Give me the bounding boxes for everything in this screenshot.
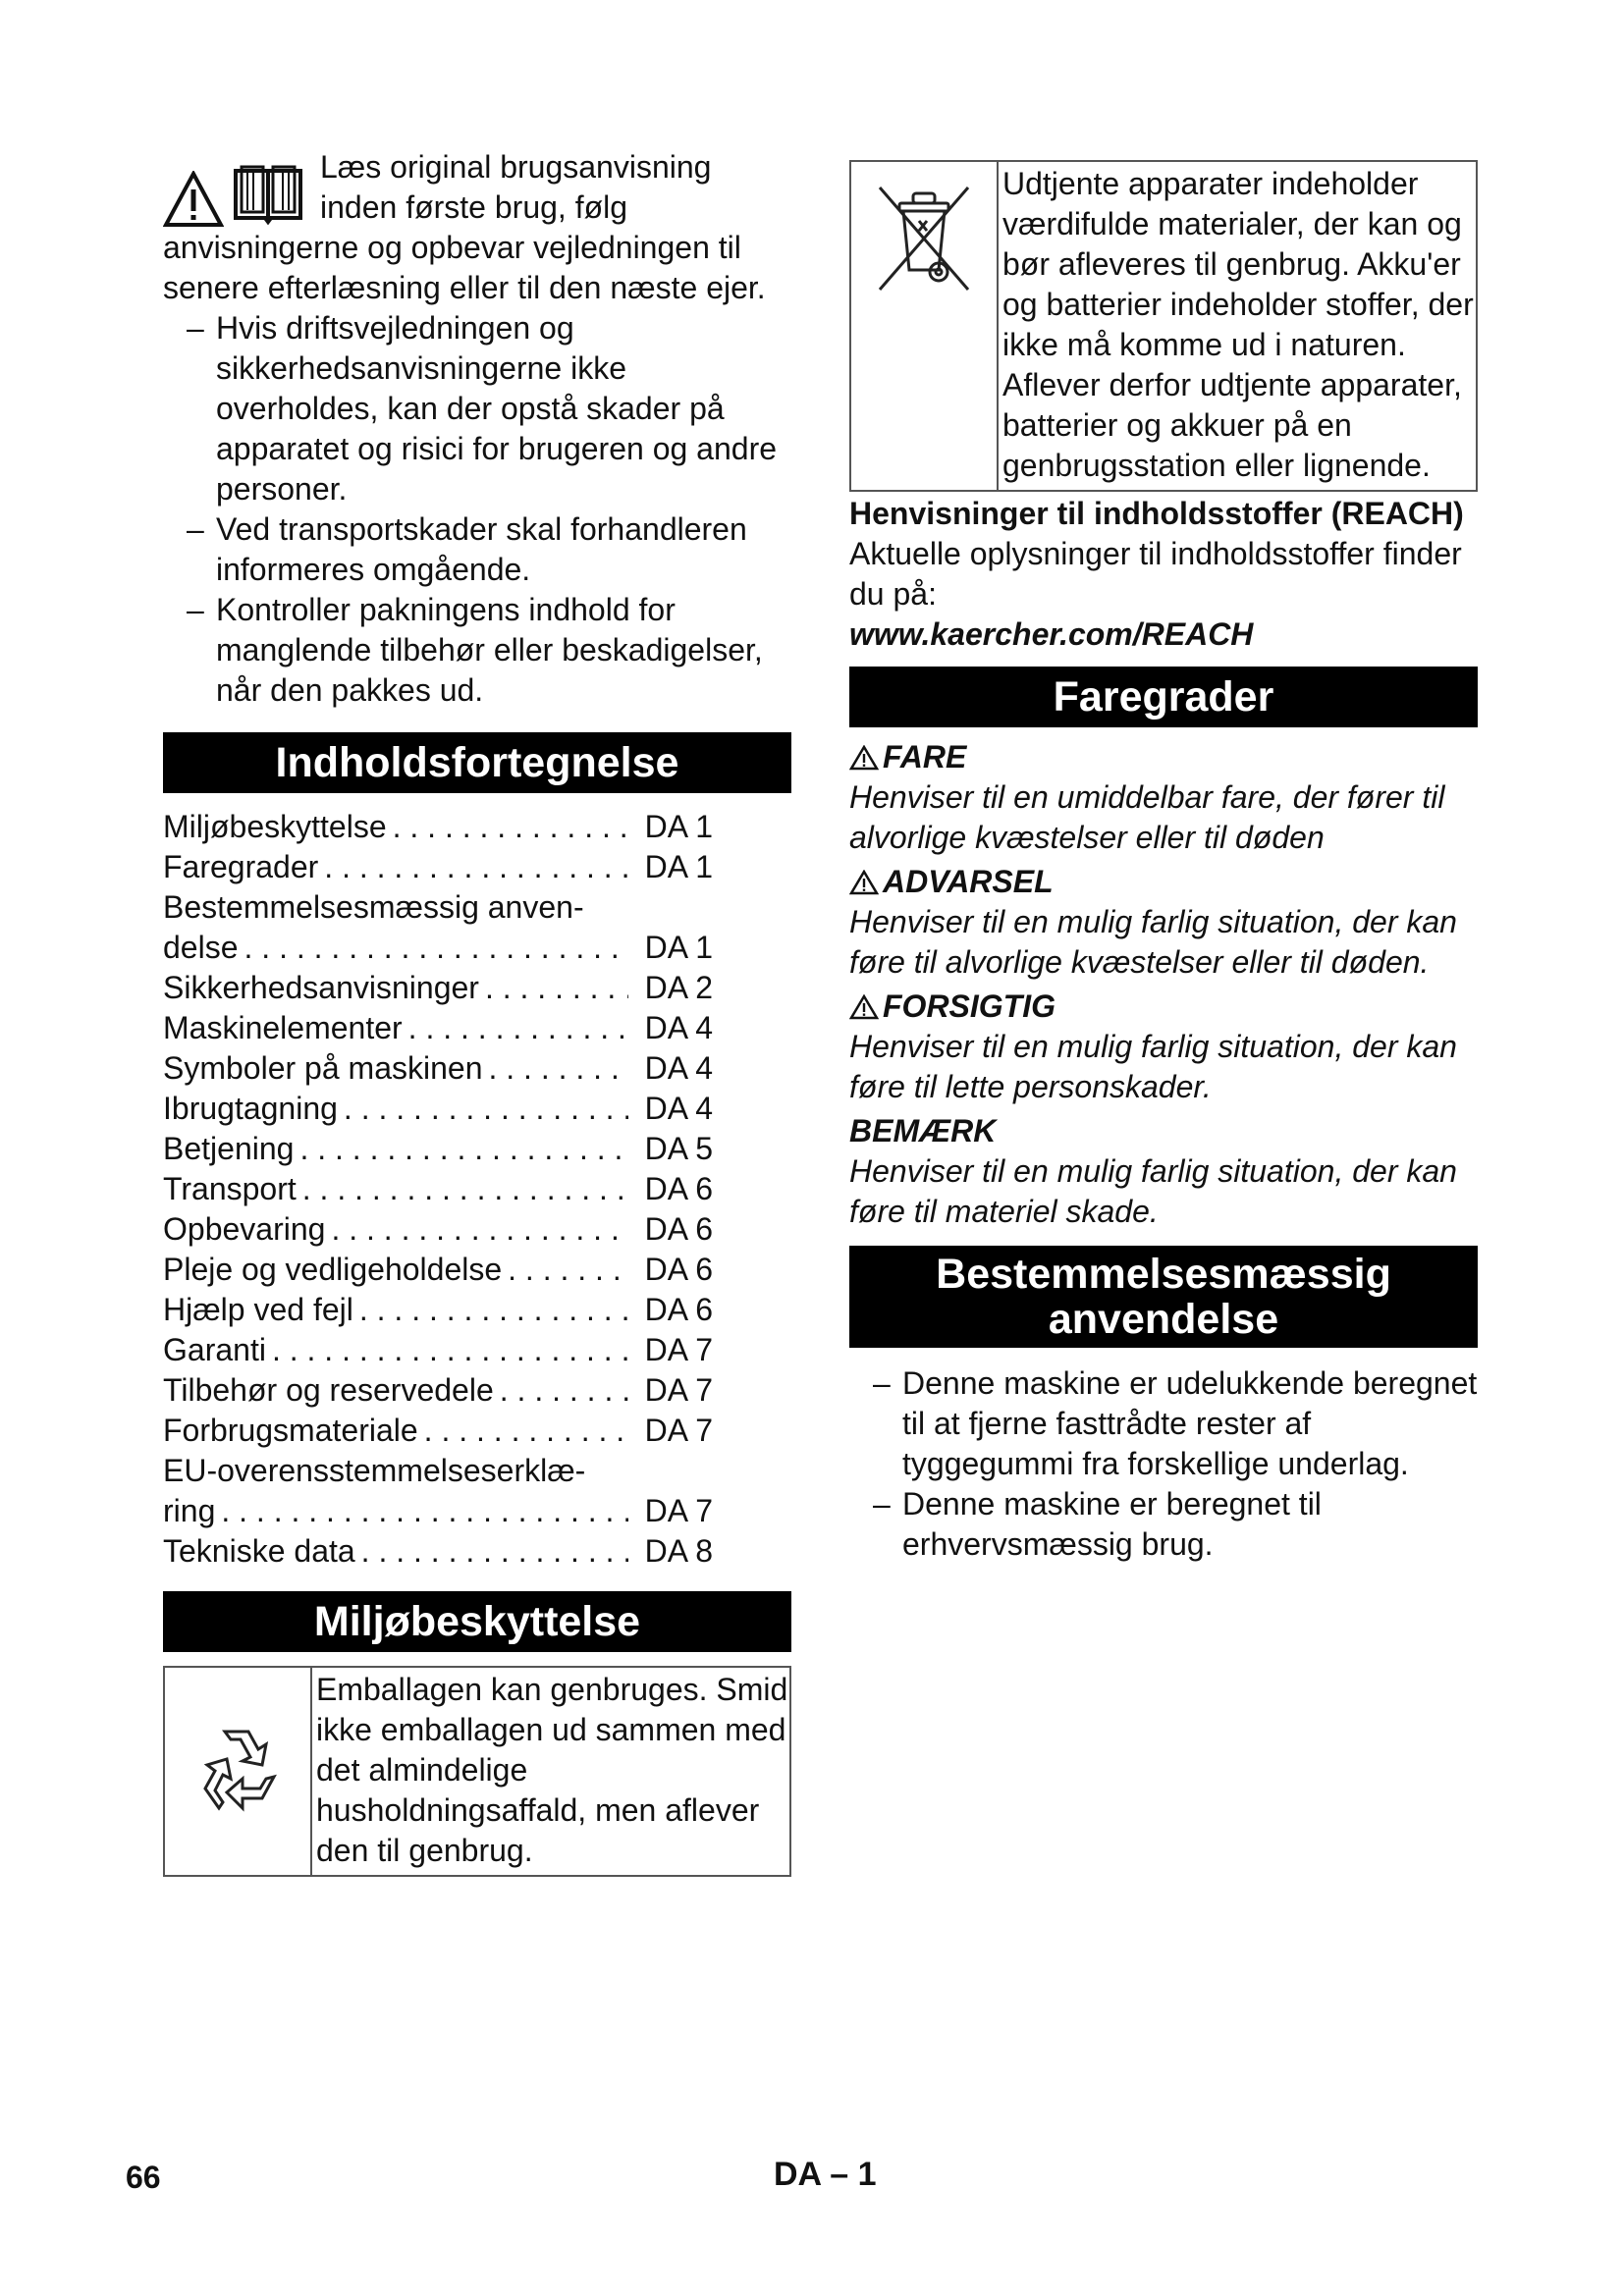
page-number: 66 [126, 2160, 161, 2195]
toc-title: Faregrader [163, 849, 319, 884]
intended-use-heading [849, 1246, 1478, 1348]
manual-book-icon [230, 163, 306, 228]
toc-entry[interactable] [163, 1491, 713, 1531]
intended-use-bullets [849, 1363, 1478, 1565]
toc-title: Ibrugtagning [163, 1091, 338, 1126]
warning-triangle-icon [849, 994, 879, 1020]
toc-title: Pleje og vedligeholdelse [163, 1252, 503, 1287]
toc-entry[interactable] [163, 928, 713, 968]
hazard-label-text: ADVARSEL [883, 864, 1054, 899]
warning-triangle-icon [163, 171, 224, 228]
recycle-icon-cell [165, 1668, 312, 1875]
toc-page: DA 6 [644, 1252, 713, 1287]
warning-triangle-icon [849, 745, 879, 771]
toc-page: DA 6 [644, 1292, 713, 1327]
toc-page: DA 6 [644, 1211, 713, 1247]
toc-title-cont: delse [163, 930, 239, 965]
toc-title: Symboler på maskinen [163, 1050, 483, 1086]
toc-page: DA 4 [644, 1091, 713, 1126]
toc-entry[interactable] [163, 847, 713, 887]
toc-entry[interactable] [163, 1250, 713, 1290]
intro-icons [163, 151, 310, 228]
toc-page: DA 1 [644, 930, 713, 965]
toc-entry[interactable] [163, 1089, 713, 1129]
toc-page: DA 4 [644, 1010, 713, 1045]
list-item: – Ved transportskader skal forhandleren informeres omgående. [163, 509, 791, 590]
hazard-text: Henviser til en mulig farlig situation, der kan føre til materiel skade. [849, 1153, 1457, 1229]
intended-use-heading-line2: anvendelse [1048, 1296, 1279, 1343]
hazard-text: Henviser til en mulig farlig situation, der kan føre til lette personskader. [849, 1029, 1457, 1104]
left-column [163, 147, 791, 1877]
toc-entry[interactable] [163, 1370, 713, 1411]
right-column [849, 160, 1478, 1565]
hazard-text: Henviser til en mulig farlig situation, der kan føre til alvorlige kvæstelser eller til døden. [849, 904, 1457, 980]
toc-page: DA 7 [644, 1493, 713, 1528]
toc-page: DA 7 [644, 1413, 713, 1448]
toc-page: DA 1 [644, 809, 713, 844]
hazard-label [849, 1111, 1478, 1151]
hazard-label [849, 862, 1478, 902]
reach-link[interactable]: www.kaercher.com/REACH [849, 616, 1254, 652]
hazard-label [849, 987, 1478, 1027]
toc-title: Hjælp ved fejl [163, 1292, 353, 1327]
toc-entry[interactable] [163, 807, 713, 847]
list-item: – Hvis driftsvejledningen og sikkerhedsanvisningerne ikke overholdes, kan der opstå skader på apparatet og risici for brugeren og andre personer. [163, 308, 791, 509]
weee-box [849, 160, 1478, 492]
reach-text: Aktuelle oplysninger til indholdsstoffer finder du på: [849, 536, 1462, 612]
warning-triangle-icon [849, 870, 879, 895]
intro-paragraph [163, 147, 791, 308]
hazard-heading: Faregrader [849, 667, 1478, 727]
toc-title: Tilbehør og reservedele [163, 1372, 494, 1408]
hazard-label [849, 737, 1478, 777]
toc-entry[interactable] [163, 1129, 713, 1169]
intro-text: Læs original brugsanvisning inden første brug, følg anvisningerne og opbevar vejledningen til senere efterlæsning eller til den næste ejer. [163, 149, 766, 305]
toc-entry[interactable] [163, 1330, 713, 1370]
toc-title: Tekniske data [163, 1533, 355, 1569]
toc-page: DA 8 [644, 1533, 713, 1569]
toc-page: DA 4 [644, 1050, 713, 1086]
toc-title: Forbrugsmateriale [163, 1413, 418, 1448]
hazard-label-text: FARE [883, 739, 967, 774]
weee-icon-cell [851, 162, 999, 490]
toc-title: Maskinelementer [163, 1010, 403, 1045]
intro-bullets [163, 308, 791, 711]
toc-page: DA 6 [644, 1171, 713, 1206]
toc-title-wrap: EU-overensstemmelseserklæ- [163, 1453, 586, 1488]
recycle-text: Emballagen kan genbruges. Smid ikke emballagen ud sammen med det almindelige husholdningsaffald, men aflever den til genbrug. [316, 1672, 788, 1868]
list-item: – Denne maskine er udelukkende beregnet til at fjerne fasttrådte rester af tyggegummi fra forskellige underlag. [849, 1363, 1478, 1484]
toc-page: DA 2 [644, 970, 713, 1005]
toc-title: Betjening [163, 1131, 295, 1166]
toc-entry[interactable] [163, 968, 713, 1008]
toc-heading: Indholdsfortegnelse [163, 732, 791, 793]
recycle-box [163, 1666, 791, 1877]
toc-title-cont: ring [163, 1493, 216, 1528]
hazard-label-text: FORSIGTIG [883, 988, 1056, 1024]
table-of-contents [163, 807, 713, 1572]
toc-title-wrap: Bestemmelsesmæssig anven- [163, 889, 584, 925]
recycle-icon [184, 1718, 292, 1826]
hazard-levels [849, 737, 1478, 1232]
hazard-text: Henviser til en umiddelbar fare, der fører til alvorlige kvæstelser eller til døden [849, 779, 1445, 855]
toc-page: DA 7 [644, 1332, 713, 1367]
toc-entry[interactable] [163, 1209, 713, 1250]
toc-entry[interactable] [163, 1531, 713, 1572]
reach-heading: Henvisninger til indholdsstoffer (REACH) [849, 496, 1464, 531]
hazard-label-text: BEMÆRK [849, 1113, 997, 1148]
toc-entry[interactable] [163, 1008, 713, 1048]
toc-title: Transport [163, 1171, 297, 1206]
toc-page: DA 7 [644, 1372, 713, 1408]
toc-entry[interactable] [163, 1411, 713, 1451]
weee-text: Udtjente apparater indeholder værdifulde materialer, der kan og bør afleveres til genbrug. Akku'er og batterier indeholder stoffer, der ikke må komme ud i naturen. Aflever derfor udtjente apparater, batterier og akkuer på en genbrugsstation eller lignende. [1002, 166, 1474, 483]
toc-title: Miljøbeskyttelse [163, 809, 387, 844]
toc-entry[interactable] [163, 1048, 713, 1089]
intended-use-heading-line1: Bestemmelsesmæssig [936, 1251, 1391, 1298]
toc-title: Opbevaring [163, 1211, 326, 1247]
crossed-bin-icon [870, 180, 978, 297]
toc-page: DA 5 [644, 1131, 713, 1166]
environment-heading: Miljøbeskyttelse [163, 1591, 791, 1652]
toc-title: Garanti [163, 1332, 266, 1367]
toc-title: Sikkerhedsanvisninger [163, 970, 479, 1005]
toc-page: DA 1 [644, 849, 713, 884]
toc-entry[interactable] [163, 1169, 713, 1209]
list-item: – Kontroller pakningens indhold for manglende tilbehør eller beskadigelser, når den pakkes ud. [163, 590, 791, 711]
toc-entry[interactable] [163, 1290, 713, 1330]
section-page: DA – 1 [774, 2156, 877, 2193]
list-item: – Denne maskine er beregnet til erhvervsmæssig brug. [849, 1484, 1478, 1565]
